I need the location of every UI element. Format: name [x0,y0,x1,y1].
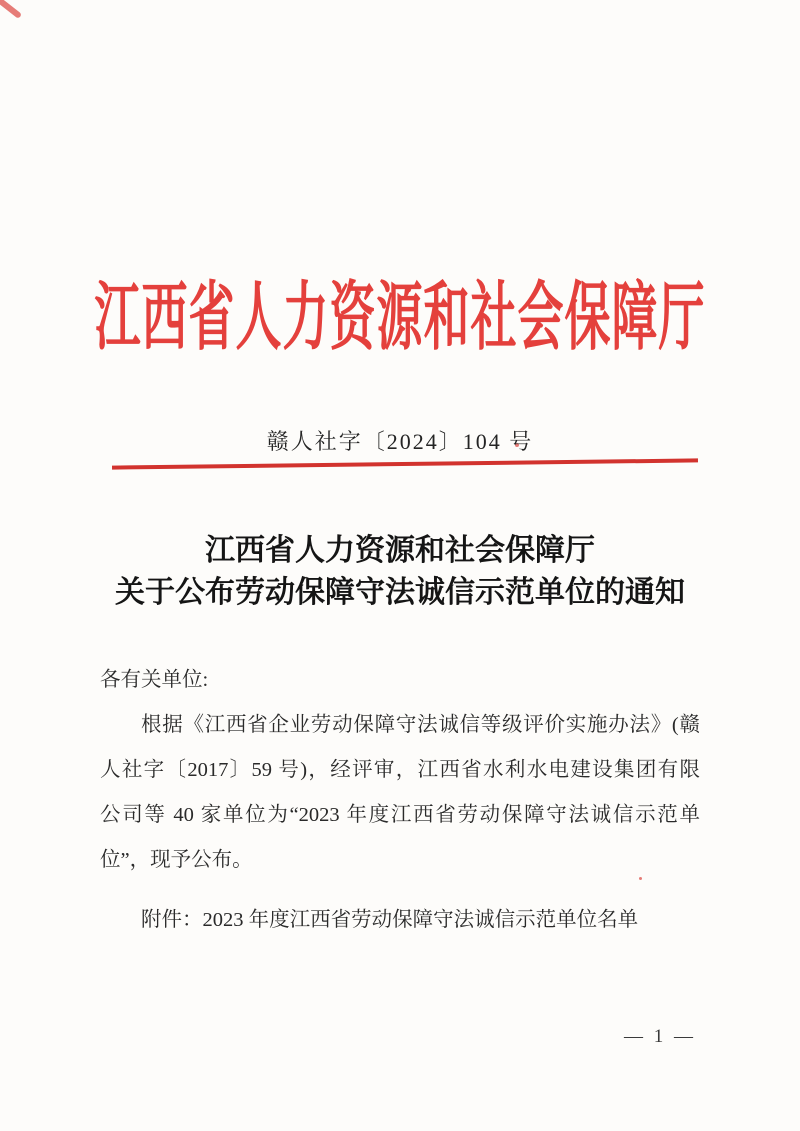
agency-masthead: 江西省人力资源和社会保障厅 [94,276,706,359]
red-divider-line [112,458,698,469]
document-body [100,658,700,943]
paragraph-line-3: 公司等 40 家单位为“2023 年度江西省劳动保障守法诚信示范单 [100,804,700,826]
scan-artifact-corner [0,0,22,19]
attachment-line: 附件：2023 年度江西省劳动保障守法诚信示范单位名单 [141,909,639,931]
paragraph-line-2: 人社字〔2017〕59 号)，经评审，江西省水利水电建设集团有限 [100,759,700,781]
salutation: 各有关单位: [100,669,209,691]
paragraph-line-4: 位”，现予公布。 [100,849,253,871]
document-number: 赣人社字〔2024〕104 号 [266,429,534,454]
notice-title [0,530,800,614]
paragraph-line-1: 根据《江西省企业劳动保障守法诚信等级评价实施办法》(赣 [141,714,700,736]
page-number: — 1 — [624,1026,696,1047]
notice-title-line1: 江西省人力资源和社会保障厅 [205,534,595,567]
notice-title-line2: 关于公布劳动保障守法诚信示范单位的通知 [115,576,685,609]
